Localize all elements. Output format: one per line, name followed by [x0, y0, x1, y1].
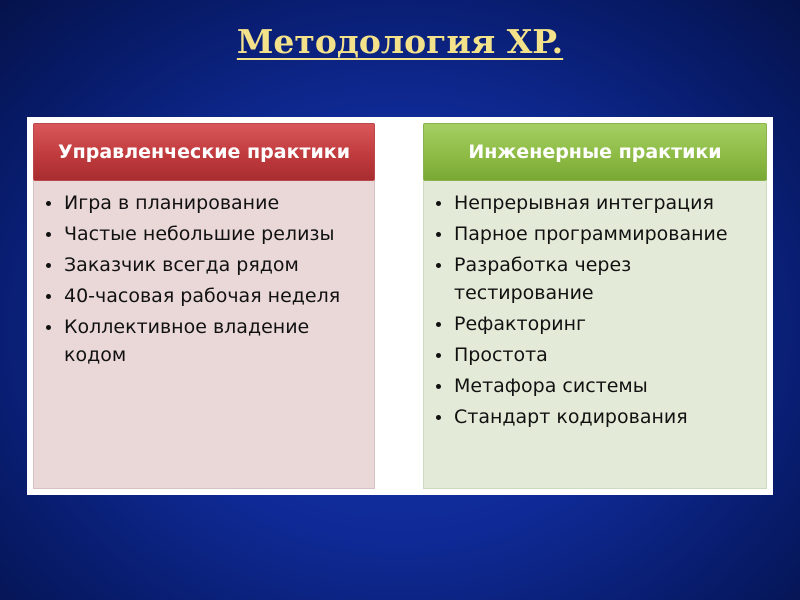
list-item: Непрерывная интеграция: [434, 189, 758, 217]
management-practices-list: [44, 189, 366, 369]
list-item: 40-часовая рабочая неделя: [44, 282, 366, 310]
engineering-practices-column: [423, 117, 767, 495]
list-item: Разработка через тестирование: [434, 251, 758, 307]
engineering-practices-body: [423, 181, 767, 489]
slide-title: Методология XP.: [236, 22, 564, 61]
management-practices-body: [33, 181, 375, 489]
list-item: Рефакторинг: [434, 310, 758, 338]
list-item: Игра в планирование: [44, 189, 366, 217]
list-item: Простота: [434, 341, 758, 369]
engineering-practices-list: [434, 189, 758, 431]
list-item: Частые небольшие релизы: [44, 220, 366, 248]
list-item: Метафора системы: [434, 372, 758, 400]
management-practices-header: Управленческие практики: [33, 123, 375, 181]
list-item: Коллективное владение кодом: [44, 313, 366, 369]
list-item: Стандарт кодирования: [434, 403, 758, 431]
management-practices-column: [33, 117, 375, 495]
engineering-practices-header: Инженерные практики: [423, 123, 767, 181]
practices-panel: [27, 117, 773, 495]
list-item: Парное программирование: [434, 220, 758, 248]
list-item: Заказчик всегда рядом: [44, 251, 366, 279]
